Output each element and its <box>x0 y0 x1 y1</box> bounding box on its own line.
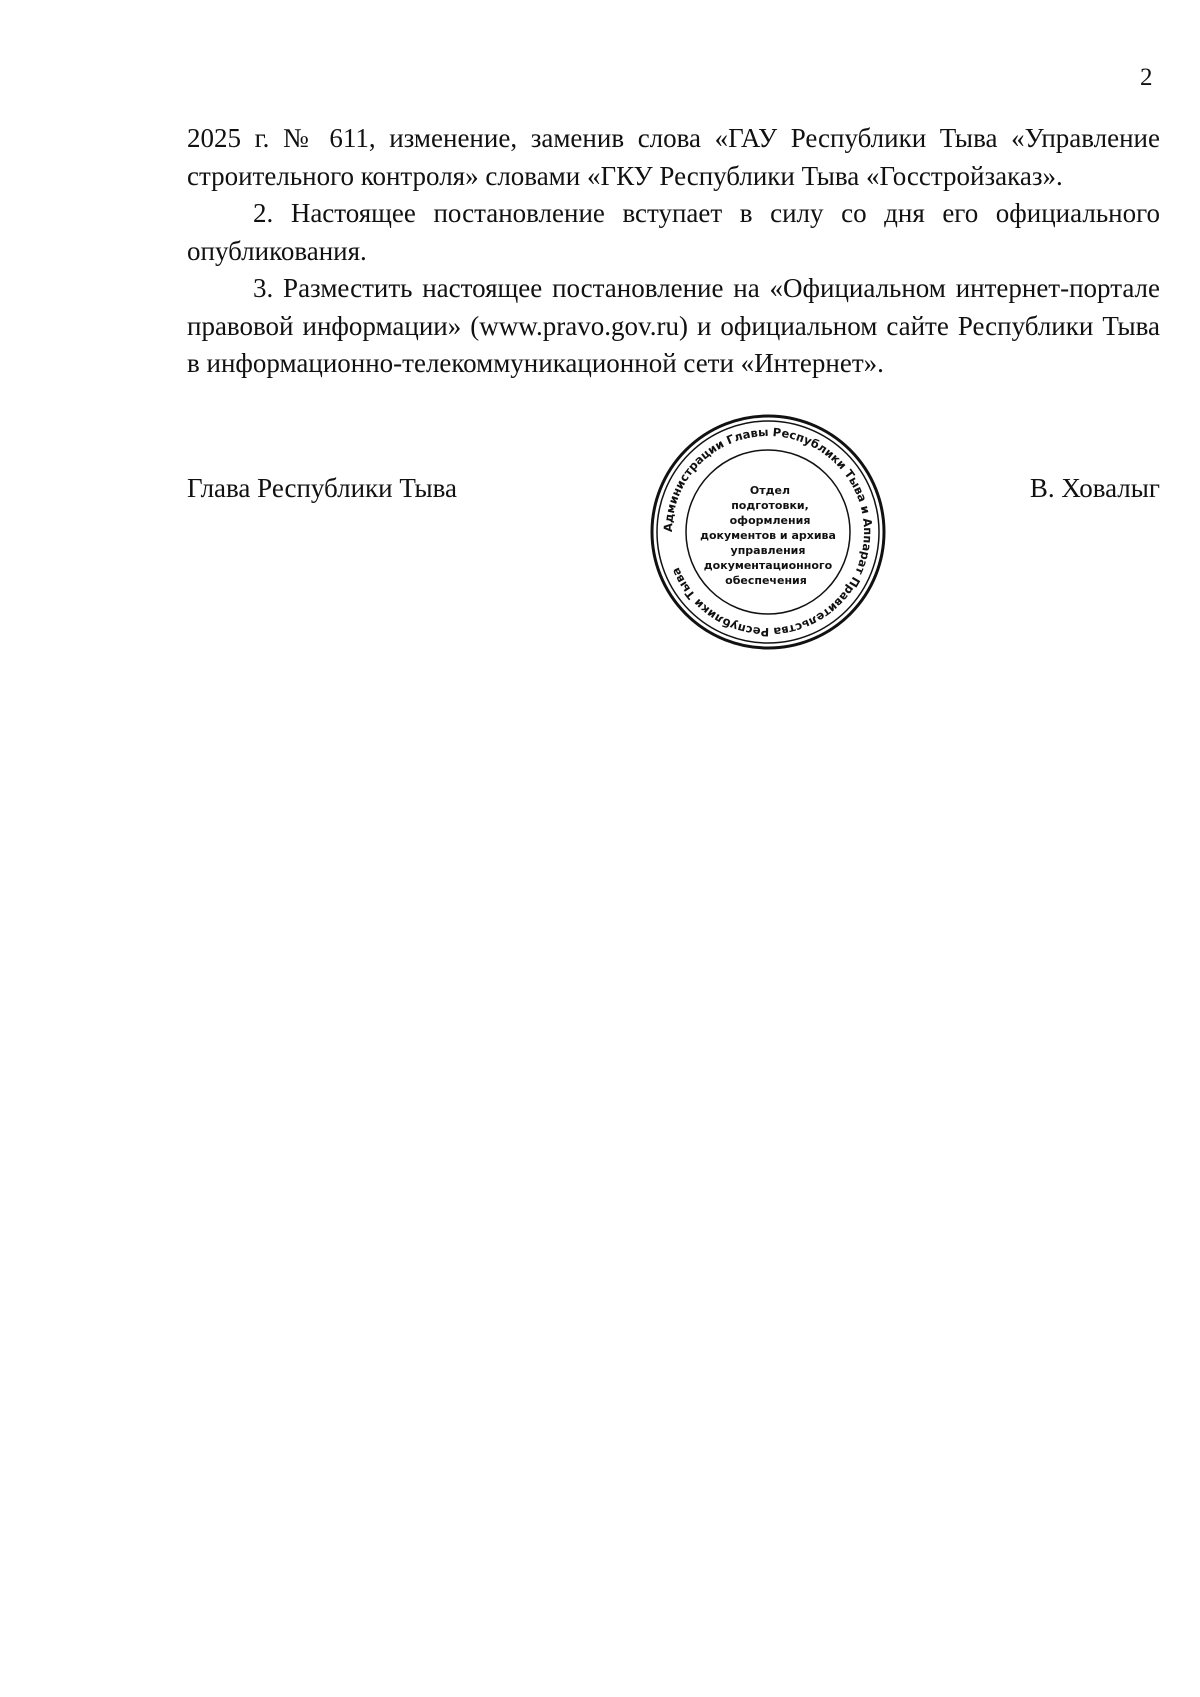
seal-outer-text-path: Администрации Главы Республики Тыва и Аппарат Правительства Республики Тыва <box>660 424 876 640</box>
seal-inner-line: документационного <box>703 559 833 572</box>
page-number: 2 <box>1140 64 1153 91</box>
seal-inner-line: подготовки, <box>731 499 809 512</box>
seal-inner-line: оформления <box>729 514 811 527</box>
paragraph-3: 3. Разместить настоящее постановление на «Официальном интернет-портале правовой информации» (www.pravo.gov.ru) и официальном сайте Республики Тыва в информационно-телекоммуникационной сети «Интернет». <box>187 273 1160 378</box>
signature-title: Глава Республики Тыва <box>187 473 458 503</box>
seal-graphic <box>648 412 888 652</box>
paragraph-2: 2. Настоящее постановление вступает в силу со дня его официального опубликования. <box>187 198 1160 266</box>
seal-inner-text <box>700 484 836 587</box>
signature-name: В. Ховалыг <box>1029 473 1160 503</box>
seal-inner-line: управления <box>730 544 806 557</box>
document-body <box>187 120 1160 383</box>
seal-inner-line: обеспечения <box>725 574 807 587</box>
seal-inner-line: документов и архива <box>700 529 836 542</box>
paragraph-continuation: 2025 г. № 611, изменение, заменив слова «ГАУ Республики Тыва «Управление строительного контроля» словами «ГКУ Республики Тыва «Госстройзаказ». <box>187 123 1160 191</box>
official-seal <box>648 412 888 652</box>
seal-inner-line: Отдел <box>749 484 791 497</box>
